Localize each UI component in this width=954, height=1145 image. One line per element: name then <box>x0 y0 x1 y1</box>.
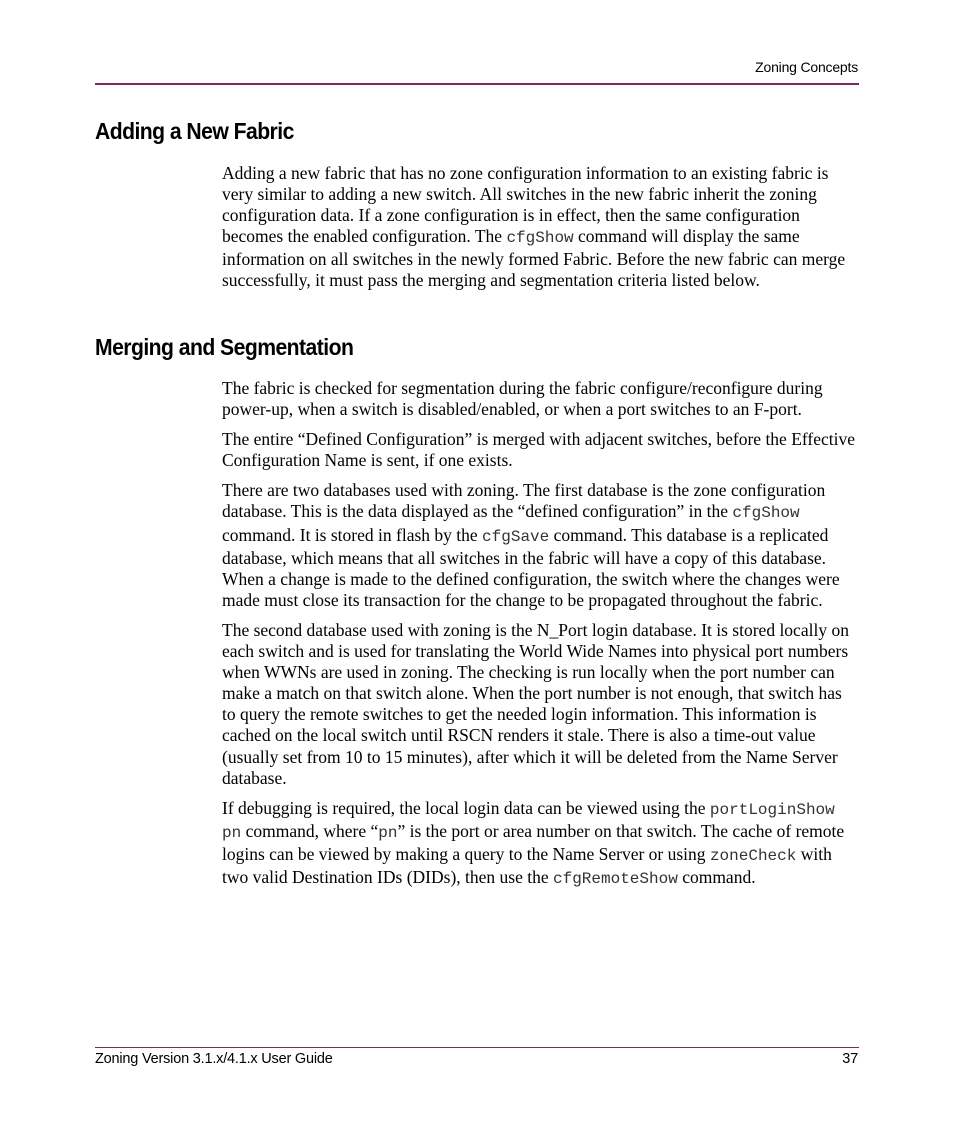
page-number: 37 <box>842 1051 858 1067</box>
code-pn: pn <box>378 823 398 842</box>
heading-adding-new-fabric: Adding a New Fabric <box>95 118 294 144</box>
paragraph: The fabric is checked for segmentation during the fabric configure/reconfigure during power-up, when a switch is disabled/enabled, or when a port switches to an F-port. <box>222 378 823 420</box>
code-cfgremoteshow: cfgRemoteShow <box>552 869 678 888</box>
paragraph: The entire “Defined Configuration” is merged with adjacent switches, before the Effective Configuration Name is sent, if one exists. <box>222 429 855 471</box>
paragraph: There are two databases used with zoning. The first database is the zone configuration database. This is the data displayed as the “defined configuration” in the cfgShow command. It is stored in flash by the cfgSave command. This database is a replicated database, which means that all switches in the fabric will have a copy of this database. When a change is made to the defined configuration, the switch where the changes were made must close its transaction for the change to be propagated throughout the fabric. <box>222 480 840 610</box>
code-zonecheck: zoneCheck <box>709 846 797 865</box>
section-adding-new-fabric <box>222 163 858 301</box>
code-cfgshow: cfgShow <box>732 504 800 523</box>
header-rule <box>95 83 859 85</box>
paragraph: The second database used with zoning is the N_Port login database. It is stored locally on each switch and is used for translating the World Wide Names into physical port numbers when WWNs are used in zoning. The checking is run locally when the port number can make a match on that switch alone. When the port number is not enough, that switch has to query the remote switches to get the needed login information. This information is cached on the local switch until RSCN renders it stale. There is also a time-out value (usually set from 10 to 15 minutes), after which it will be deleted from the Name Server database. <box>222 619 849 788</box>
code-portloginshow: portLoginShow pn <box>222 800 835 842</box>
heading-merging-segmentation: Merging and Segmentation <box>95 334 354 360</box>
code-cfgshow: cfgShow <box>506 229 574 248</box>
running-header: Zoning Concepts <box>755 59 858 75</box>
footer-rule <box>95 1047 859 1048</box>
paragraph: Adding a new fabric that has no zone configuration information to an existing fabric is very similar to adding a new switch. All switches in the new fabric inherit the zoning configuration data. If a zone configuration is in effect, then the same configuration becomes the enabled configuration. The cfgShow command will display the same information on all switches in the newly formed Fabric. Before the new fabric can merge successfully, it must pass the merging and segmentation criteria listed below. <box>222 163 846 291</box>
footer-doc-title: Zoning Version 3.1.x/4.1.x User Guide <box>95 1051 333 1067</box>
section-merging-segmentation <box>222 378 858 899</box>
paragraph: If debugging is required, the local login data can be viewed using the portLoginShow pn command, where “pn” is the port or area number on that switch. The cache of remote logins can be viewed by making a query to the Name Server or using zoneCheck with two valid Destination IDs (DIDs), then use the cfgRemoteShow command. <box>222 797 845 888</box>
code-cfgsave: cfgSave <box>482 527 550 546</box>
